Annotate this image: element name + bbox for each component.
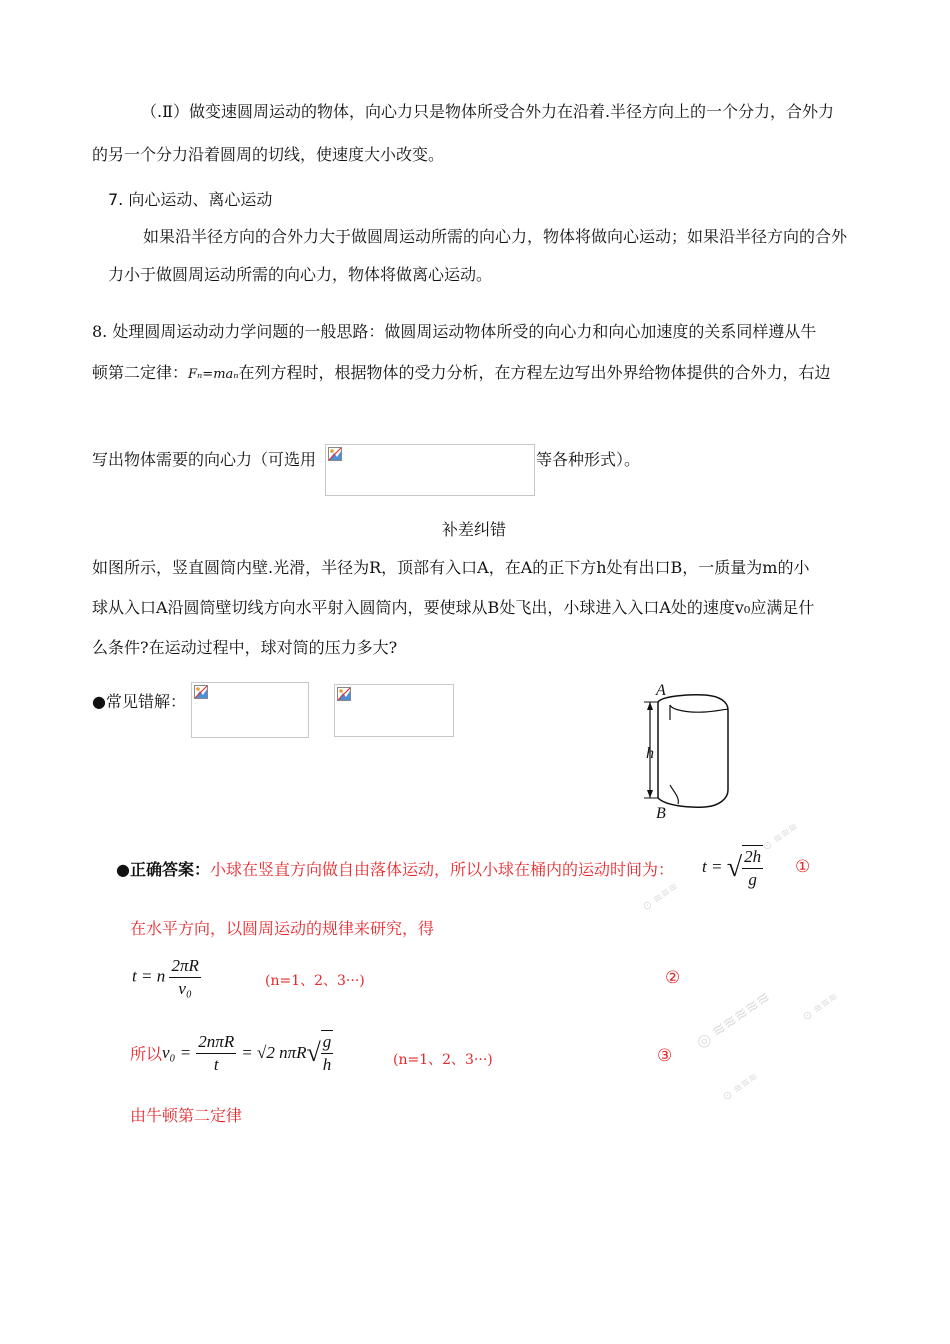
mark-1: ① [795,857,811,877]
eq3-root-fraction [321,1030,334,1076]
eq3-num: 2nπR [196,1031,236,1054]
section7-line1: 如果沿半径方向的合外力大于做圆周运动所需的向心力，物体将做向心运动；如果沿半径方向的合外 [143,227,848,246]
section7-heading: 7. 向心运动、离心运动 [108,190,273,209]
section8-line2 [92,363,831,385]
eq3-root-num: g [321,1031,334,1054]
sqrt-icon: √ [726,852,743,883]
watermark-logo: ◎ ≋≋≋≋≋ [692,987,774,1052]
eq1-fraction [742,845,763,891]
common-error-label: ●常见错解： [92,692,186,711]
broken-image-icon [328,447,342,461]
error-image-1-placeholder [191,682,309,738]
eq2-lhs: t = n [132,966,166,986]
broken-image-icon [194,685,208,699]
answer-label: ●正确答案： [116,860,210,879]
para-ii-line1: （.Ⅱ）做变速圆周运动的物体，向心力只是物体所受合外力在沿着.半径方向上的一个分力，合外力 [141,102,835,121]
section8-line3-a: 写出物体需要的向心力（可选用 [92,450,317,469]
eq3-mid: = √2 nπR [241,1043,307,1062]
figure-label-a: A [656,682,666,699]
section8-line2-a: 顿第二定律： [92,363,189,382]
newton-formula: Fₙ=maₙ [188,367,239,382]
error-image-2-placeholder [334,684,454,737]
watermark: ⊙ ≋≋≋ [759,819,801,854]
equation-2 [132,955,201,1000]
eq3-root-den: h [322,1055,332,1074]
watermark: ⊙ ≋≋≋ [799,989,841,1024]
answer-text-2: 在水平方向，以圆周运动的规律来研究，得 [130,919,435,938]
eq3-den: t [213,1054,219,1074]
eq1-lhs: t = [702,856,723,876]
eq2-condition: (n=1、2、3···) [265,973,365,989]
equation-1 [702,845,763,891]
answer-text-1: 小球在竖直方向做自由落体运动，所以小球在桶内的运动时间为： [209,860,674,879]
section8-line3-b: 等各种形式）。 [536,450,641,469]
bucha-title: 补差纠错 [442,520,507,539]
answer-text-4: 由牛顿第二定律 [130,1106,243,1125]
eq3-condition: (n=1、2、3···) [393,1052,493,1068]
watermark: ⊙ ≋≋≋ [719,1069,761,1104]
figure-label-h: h [646,745,654,762]
bucha-question-line1: 如图所示，竖直圆筒内壁.光滑，半径为R，顶部有入口A，在A的正下方h处有出口B，一质量为m的小 [92,558,810,577]
section8-line1: 8. 处理圆周运动动力学问题的一般思路：做圆周运动物体所受的向心力和向心加速度的关系同样遵从牛 [92,322,817,341]
watermark: ⊙ ≋≋≋ [639,879,681,914]
eq2-den: v₀ [178,979,192,998]
eq3-prefix: 所以 [130,1044,163,1064]
mark-2: ② [665,968,681,988]
figure-label-b: B [656,805,666,822]
section8-line2-b: 在列方程时，根据物体的受力分析，在方程左边写出外界给物体提供的合外力，右边 [238,363,831,382]
eq3-fraction [196,1031,236,1076]
equation-3 [130,1030,333,1076]
section7-line2: 力小于做圆周运动所需的向心力，物体将做离心运动。 [108,265,493,284]
formula-image-placeholder [325,444,535,496]
bucha-question-line3: 么条件?在运动过程中，球对筒的压力多大? [92,638,398,657]
eq2-fraction [169,955,200,1000]
bucha-question-line2: 球从入口A沿圆筒壁切线方向水平射入圆筒内，要使球从B处飞出，小球进入入口A处的速度v₀应满足什 [92,598,815,617]
broken-image-icon [337,687,351,701]
mark-3: ③ [657,1046,673,1066]
answer-line1 [116,857,674,880]
eq3-lhs: v₀ = [162,1043,192,1062]
sqrt-icon: √ [306,1038,321,1067]
eq1-den: g [748,870,757,889]
eq2-num: 2πR [169,955,200,978]
para-ii-line2: 的另一个分力沿着圆周的切线，使速度大小改变。 [92,145,445,164]
eq1-num: 2h [742,846,763,869]
